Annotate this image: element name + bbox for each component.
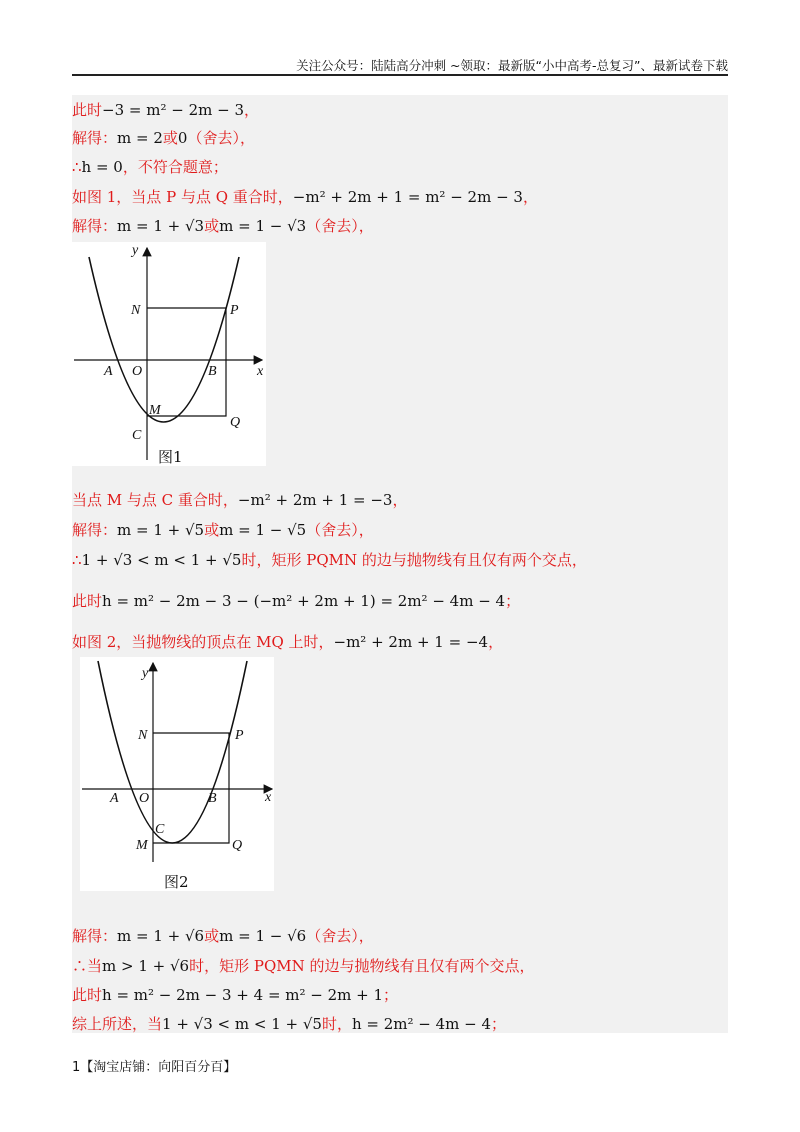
text: ；	[383, 986, 399, 1004]
text: ，	[358, 927, 374, 945]
equation: m = 1 − √3	[219, 217, 307, 235]
equation: m = 1 − √5	[219, 521, 307, 539]
label-n: N	[138, 728, 148, 743]
text: ，	[358, 217, 374, 235]
label-a: A	[110, 791, 119, 806]
label-y: y	[132, 243, 139, 258]
equation: −3 = m² − 2m − 3	[102, 101, 244, 119]
equation: m = 1 + √5	[117, 521, 205, 539]
rectangle-pqmn	[153, 733, 229, 843]
line-10	[72, 632, 503, 654]
line-11	[72, 926, 374, 948]
line-7	[72, 520, 374, 542]
text: ，	[522, 188, 538, 206]
label-n: N	[131, 303, 141, 318]
text: 时，矩形 PQMN 的边与抛物线有且仅有两个交点，	[189, 957, 535, 975]
text: 解得：	[72, 217, 118, 235]
text: （舍去）	[306, 521, 359, 539]
label-b: B	[208, 364, 217, 379]
equation: m = 2	[117, 129, 163, 147]
label-b: B	[208, 791, 217, 806]
page-footer: 1【淘宝店铺：向阳百分百】	[72, 1060, 237, 1075]
line-13	[72, 985, 398, 1007]
label-c: C	[155, 822, 165, 837]
equation: m = 1 − √6	[219, 927, 307, 945]
equation: m = 1 + √6	[117, 927, 205, 945]
line-2	[72, 128, 255, 150]
label-a: A	[104, 364, 113, 379]
equation: −m² + 2m + 1 = −4	[333, 633, 489, 651]
text: 时，矩形 PQMN 的边与抛物线有且仅有两个交点，	[241, 551, 587, 569]
figure-1-caption: 图1	[158, 448, 183, 466]
text: ；	[505, 592, 521, 610]
equation: m > 1 + √6	[102, 957, 190, 975]
text: 解得：	[72, 927, 118, 945]
text: 或	[204, 217, 220, 235]
text: （舍去）	[306, 217, 359, 235]
label-q: Q	[230, 415, 241, 430]
text: 当点 M 与点 C 重合时，	[72, 491, 238, 509]
text: 此时	[72, 592, 103, 610]
equation: 1 + √3 < m < 1 + √5	[81, 551, 242, 569]
line-9	[72, 591, 520, 613]
text: ，	[239, 129, 255, 147]
figure-2-caption: 图2	[164, 873, 189, 891]
text: 如图 2，当抛物线的顶点在 MQ 上时，	[72, 633, 334, 651]
parabola	[98, 661, 247, 843]
text: ，	[358, 521, 374, 539]
equation: h = m² − 2m − 3 + 4 = m² − 2m + 1	[102, 986, 384, 1004]
label-o: O	[132, 364, 143, 379]
equation: −m² + 2m + 1 = −3	[237, 491, 393, 509]
label-m: M	[136, 838, 148, 853]
label-q: Q	[232, 838, 243, 853]
label-o: O	[139, 791, 150, 806]
text: （舍去）	[306, 927, 359, 945]
label-y: y	[142, 666, 149, 681]
label-x: x	[265, 790, 272, 805]
text: 解得：	[72, 129, 118, 147]
label-c: C	[132, 428, 142, 443]
text: 解得：	[72, 521, 118, 539]
equation: 0	[177, 129, 188, 147]
text: 或	[204, 927, 220, 945]
label-m: M	[149, 403, 161, 418]
text: ，不符合题意；	[122, 158, 228, 176]
text: 如图 1，当点 P 与点 Q 重合时，	[72, 188, 293, 206]
line-4	[72, 187, 538, 209]
figure-1	[72, 242, 266, 466]
line-1	[72, 100, 259, 122]
text: 或	[204, 521, 220, 539]
line-12	[72, 956, 535, 978]
text: ∴	[72, 158, 82, 176]
equation: m = 1 + √3	[117, 217, 205, 235]
line-14	[72, 1014, 506, 1036]
text: 综上所述，当	[72, 1015, 163, 1033]
text: ；	[491, 1015, 507, 1033]
equation: h = 0	[81, 158, 123, 176]
label-x: x	[257, 364, 264, 379]
text: （舍去）	[187, 129, 240, 147]
figure-2	[80, 657, 274, 891]
text: ，	[488, 633, 504, 651]
line-5	[72, 216, 374, 238]
parabola	[89, 257, 239, 422]
text: 此时	[72, 986, 103, 1004]
equation: −m² + 2m + 1 = m² − 2m − 3	[292, 188, 523, 206]
rectangle-pqmn	[147, 308, 226, 416]
line-3	[72, 157, 228, 179]
text: ∴	[72, 551, 82, 569]
equation: h = m² − 2m − 3 − (−m² + 2m + 1) = 2m² − 4m − 4	[102, 592, 506, 610]
text: 或	[162, 129, 178, 147]
equation: 1 + √3 < m < 1 + √5	[162, 1015, 322, 1033]
line-6	[72, 490, 407, 512]
text: ，	[392, 491, 408, 509]
page-header: 关注公众号：陆陆高分冲刺 ~领取：最新版“小中高考-总复习”、最新试卷下载	[296, 58, 728, 73]
text: ∴当	[72, 957, 103, 975]
line-8	[72, 550, 587, 572]
label-p: P	[235, 728, 244, 743]
figure-2-graph	[80, 657, 274, 891]
header-rule	[72, 74, 728, 76]
text: 此时	[72, 101, 103, 119]
equation: h = 2m² − 4m − 4	[351, 1015, 492, 1033]
figure-1-graph	[72, 242, 266, 466]
text: 时，	[321, 1015, 352, 1033]
text: ，	[244, 101, 260, 119]
label-p: P	[230, 303, 239, 318]
